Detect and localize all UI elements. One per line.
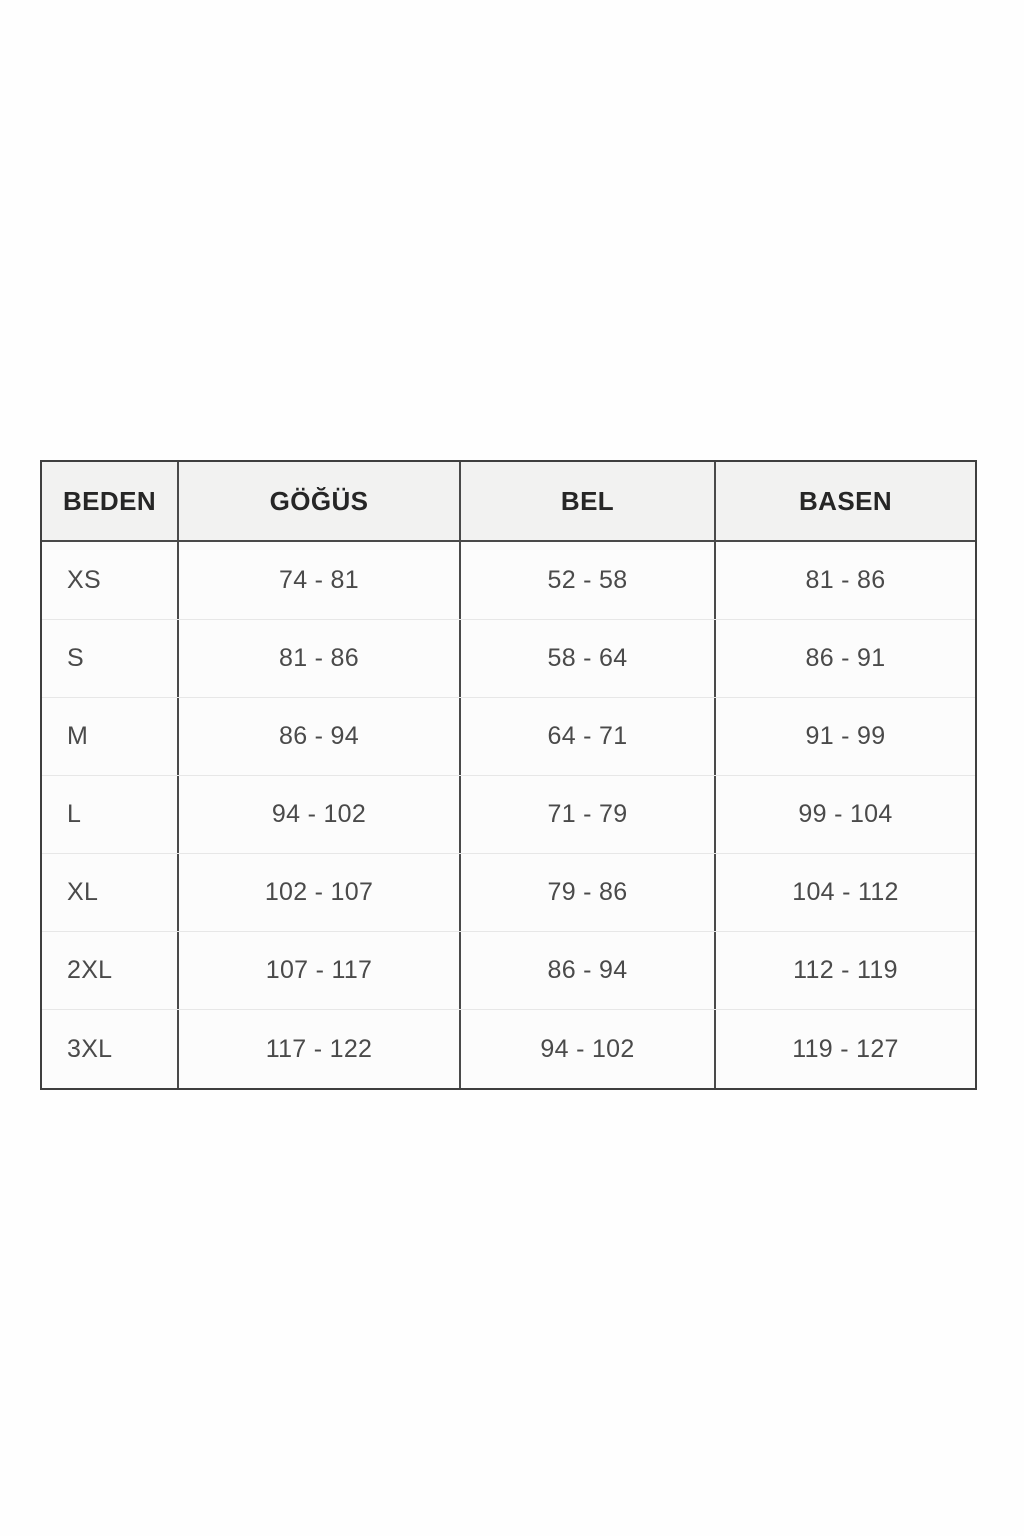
table-row-l [42, 776, 975, 854]
waist-cell: 52 - 58 [461, 542, 716, 619]
table-row-xs [42, 542, 975, 620]
size-cell: 3XL [42, 1010, 179, 1088]
table-row-2xl [42, 932, 975, 1010]
size-cell: S [42, 620, 179, 697]
chest-cell: 117 - 122 [179, 1010, 461, 1088]
hip-cell: 91 - 99 [805, 722, 886, 750]
size-cell: L [42, 776, 179, 853]
chest-cell: 81 - 86 [179, 620, 461, 697]
hip-cell: 81 - 86 [805, 566, 886, 594]
waist-cell: 86 - 94 [461, 932, 716, 1009]
table-row-3xl [42, 1010, 975, 1088]
waist-cell: 64 - 71 [461, 698, 716, 775]
table-header-row [42, 462, 975, 542]
table-row-s [42, 620, 975, 698]
size-cell: M [42, 698, 179, 775]
hip-cell: 86 - 91 [805, 644, 886, 672]
hip-cell: 112 - 119 [793, 956, 898, 984]
chest-cell: 74 - 81 [179, 542, 461, 619]
hip-cell: 119 - 127 [792, 1034, 899, 1063]
size-chart-table [40, 460, 977, 1090]
waist-cell: 71 - 79 [461, 776, 716, 853]
waist-cell: 79 - 86 [461, 854, 716, 931]
size-cell: 2XL [42, 932, 179, 1009]
chest-cell: 102 - 107 [179, 854, 461, 931]
waist-cell: 94 - 102 [461, 1010, 716, 1088]
hip-cell: 104 - 112 [792, 878, 899, 906]
header-cell-beden: BEDEN [42, 462, 179, 540]
header-cell-gogus: GÖĞÜS [179, 462, 461, 540]
table-row-xl [42, 854, 975, 932]
header-cell-bel: BEL [461, 462, 716, 540]
table-row-m [42, 698, 975, 776]
size-cell: XL [42, 854, 179, 931]
size-cell: XS [42, 542, 179, 619]
hip-cell: 99 - 104 [798, 800, 893, 828]
chest-cell: 107 - 117 [179, 932, 461, 1009]
chest-cell: 94 - 102 [179, 776, 461, 853]
chest-cell: 86 - 94 [179, 698, 461, 775]
header-cell-basen: BASEN [798, 485, 892, 516]
waist-cell: 58 - 64 [461, 620, 716, 697]
